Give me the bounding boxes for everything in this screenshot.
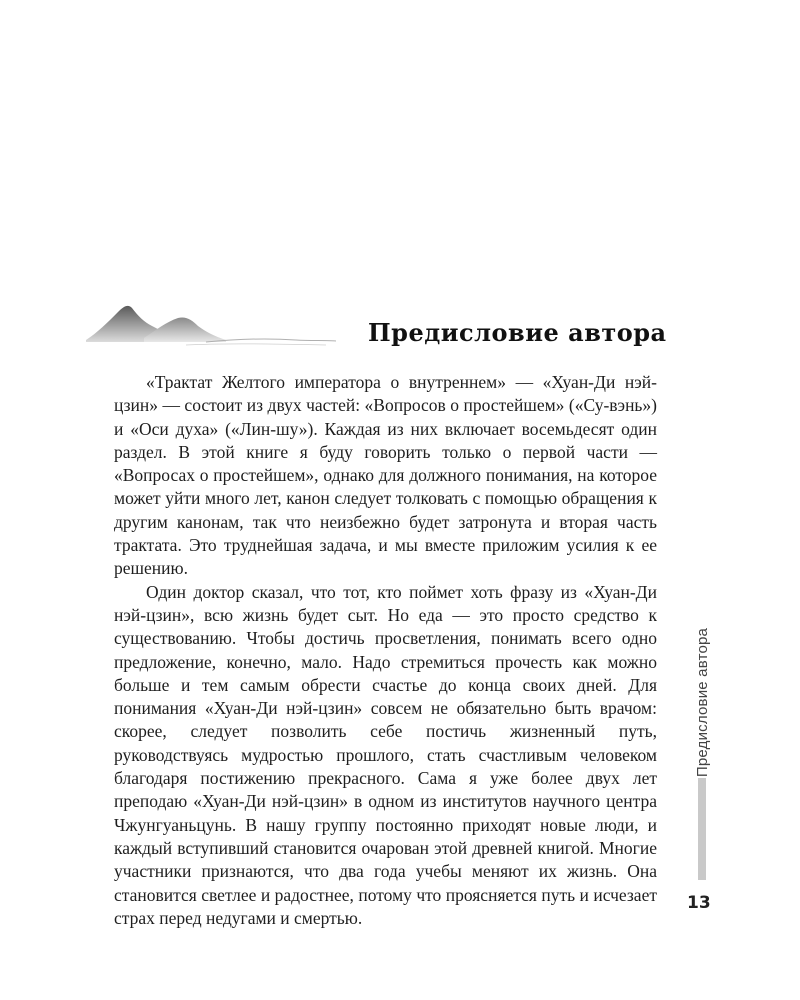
paragraph: Один доктор сказал, что тот, кто поймет хоть фразу из «Хуан-Ди нэй-цзин», всю жизнь будет сыт. Но еда — это просто средство к существованию. Чтобы достичь просветления, понимать всего одно предложение, конечно, мало. Надо стремиться прочесть как можно больше и тем самым обрести счастье до конца своих дней. Для понимания «Хуан-Ди нэй-цзин» совсем не обязательно быть врачом: скорее, следует позволить себе постичь жизненный путь, руководствуясь мудростью прошлого, стать счастливым человеком благодаря постижению прекрасного. Сама я уже более двух лет преподаю «Хуан-Ди нэй-цзин» в одном из институтов научного центра Чжунгуаньцунь. В нашу группу постоянно приходят новые люди, и каждый вступивший становится очарован этой древней книгой. Многие участники признаются, что два года учебы меняют их жизнь. Она становится светлее и радостнее, потому что проясняется путь и исчезает страх перед недугами и смертью. xyxy=(114,581,657,928)
page-number: 13 xyxy=(687,893,711,913)
side-accent-bar xyxy=(698,778,706,880)
paragraph: «Трактат Желтого императора о внутреннем» — «Хуан-Ди нэй-цзин» — состоит из двух частей: «Вопросов о простейшем» («Су-вэнь») и «Оси духа» («Лин-шу»). Каждая из них включает восемьдесят один раздел. В этой книге я буду говорить только о первой части — «Вопросах о простейшем», однако для должного понимания, на которое может уйти много лет, канон следует толковать с помощью обращения к другим канонам, так что неизбежно будет затронута и вторая часть трактата. Это труднейшая задача, и мы вместе приложим усилия к ее решению. xyxy=(114,372,657,579)
body-text xyxy=(114,371,657,930)
chapter-title: Предисловие автора xyxy=(368,318,667,347)
running-head-text: Предисловие автора xyxy=(694,627,712,778)
mountain-landscape-ornament xyxy=(86,298,336,348)
running-head-vertical xyxy=(690,627,716,778)
